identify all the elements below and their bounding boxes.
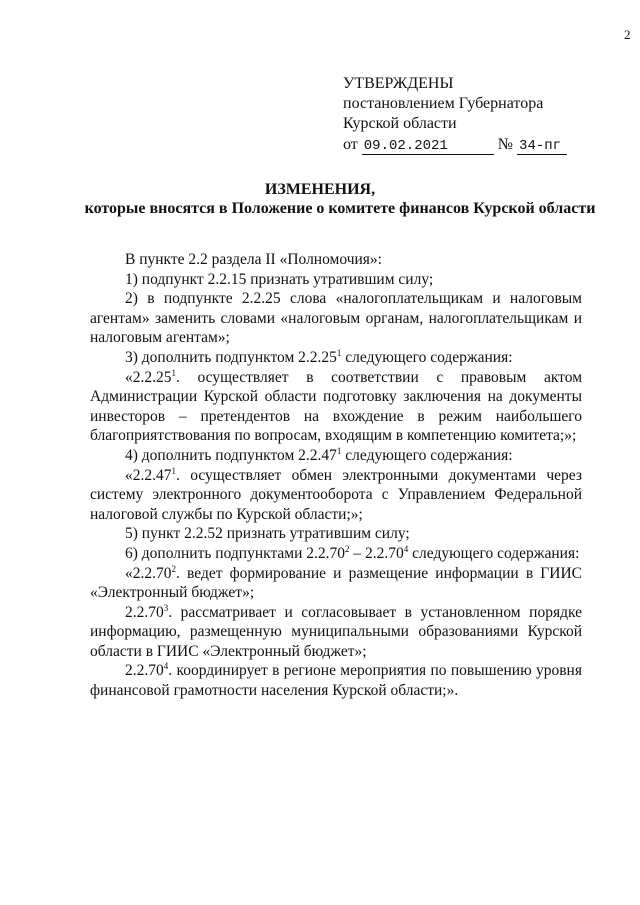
- intro-paragraph: В пункте 2.2 раздела II «Полномочия»:: [125, 251, 382, 268]
- approval-stamp: [343, 74, 613, 155]
- item-6-q2-text: . рассматривает и согласовывает в установленном порядке информацию, размещенную муниципальными образованиями Курской области в ГИИС «Электронный бюджет»;: [90, 603, 582, 660]
- item-6-quote-2: [90, 603, 582, 662]
- item-3: [90, 348, 582, 368]
- item-4-quote: [90, 466, 582, 525]
- item-6-q1-sup: 2: [171, 563, 176, 574]
- approval-title: УТВЕРЖДЕНЫ: [343, 75, 454, 92]
- item-6-q2-sup: 3: [163, 602, 169, 613]
- item-3-quote: [90, 368, 582, 446]
- item-1: 1) подпункт 2.2.15 признать утратившим силу;: [125, 270, 434, 288]
- item-6-q1-text: . ведет формирование и размещение информации в ГИИС «Электронный бюджет»;: [90, 564, 582, 602]
- item-4-sup: 1: [336, 445, 342, 456]
- item-4-quote-sup: 1: [171, 465, 176, 476]
- item-4-quote-text: . осуществляет обмен электронными документами через систему электронного документооборота с Управлением Федеральной налоговой службы по Курской области;»;: [90, 466, 582, 523]
- item-6-q3-num: 2.2.70: [125, 662, 164, 680]
- date-prefix: от: [343, 136, 358, 153]
- item-6-text: 6) дополнить подпунктами 2.2.70: [125, 544, 346, 562]
- document-body: [90, 250, 582, 701]
- item-6-quote-3: [90, 661, 582, 700]
- item-3-sup: 1: [336, 347, 342, 358]
- item-6-q2-num: 2.2.70: [125, 603, 164, 621]
- item-3-text: 3) дополнить подпунктом 2.2.25: [125, 348, 337, 366]
- item-6-sup-2: 4: [403, 543, 409, 554]
- number-sign: №: [497, 136, 514, 153]
- approval-line-decree: постановлением Губернатора: [343, 95, 544, 112]
- item-3-tail: следующего содержания:: [341, 348, 513, 366]
- approval-line-region: Курской области: [343, 115, 457, 132]
- item-4-quote-num: «2.2.47: [125, 466, 172, 484]
- item-6-quote-1: [90, 564, 582, 603]
- item-3-quote-text: . осуществляет в соответствии с правовым актом Администрации Курской области подготовку заключения на документы инвесторов – претендентов на вхождение в режим наибольшего благоприятствования по вопросам, входящим в компетенцию комитета;»;: [90, 368, 582, 445]
- item-6-sup-1: 2: [345, 543, 350, 554]
- page-number: 2: [624, 27, 631, 42]
- item-6-mid: – 2.2.70: [349, 544, 404, 562]
- document-title: ИЗМЕНЕНИЯ,: [264, 181, 376, 198]
- item-6-q3-sup: 4: [163, 661, 169, 672]
- item-3-quote-num: «2.2.25: [125, 368, 172, 386]
- approval-date-row: [343, 135, 613, 155]
- item-5: 5) пункт 2.2.52 признать утратившим силу;: [125, 525, 410, 543]
- approval-number: 34-пг: [517, 138, 567, 155]
- item-2: 2) в подпункте 2.2.25 слова «налогоплательщикам и налоговым агентам» заменить словами «налоговым органам, налогоплательщикам и налоговым агентам»;: [90, 290, 582, 347]
- item-6: [90, 544, 582, 564]
- item-6-tail: следующего содержания:: [408, 544, 580, 562]
- item-6-q3-text: . координирует в регионе мероприятия по повышению уровня финансовой грамотности населения Курской области;».: [90, 662, 582, 700]
- document-subtitle: которые вносятся в Положение о комитете финансов Курской области: [84, 200, 596, 217]
- item-3-quote-sup: 1: [171, 367, 176, 378]
- item-6-q1-num: «2.2.70: [125, 564, 172, 582]
- item-4-text: 4) дополнить подпунктом 2.2.47: [125, 446, 337, 464]
- item-4-tail: следующего содержания:: [341, 446, 513, 464]
- item-4: [90, 446, 582, 466]
- approval-date: 09.02.2021: [362, 138, 494, 155]
